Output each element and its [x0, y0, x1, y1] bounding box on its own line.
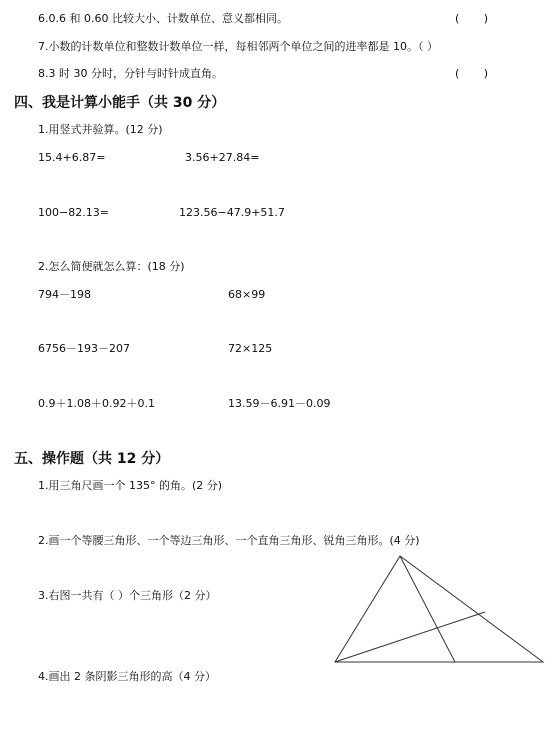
simplify-item-6: 13.59－6.91－0.09 [228, 397, 331, 410]
calc-item-3: 100−82.13= [38, 206, 109, 219]
section-4-title: 四、我是计算小能手（共 30 分） [14, 95, 226, 111]
calc-item-4: 123.56−47.9+51.7 [179, 206, 285, 219]
section-4-q1-title: 1.用竖式并验算。(12 分) [38, 123, 163, 136]
calc-item-1: 15.4+6.87= [38, 151, 106, 164]
section-5-title: 五、操作题（共 12 分） [14, 451, 170, 467]
section-5-q2: 2.画一个等腰三角形、一个等边三角形、一个直角三角形、锐角三角形。(4 分) [38, 534, 420, 547]
section-5-q4: 4.画出 2 条阴影三角形的高（4 分） [38, 670, 216, 683]
simplify-item-2: 68×99 [228, 288, 266, 301]
section-5-q1: 1.用三角尺画一个 135° 的角。(2 分) [38, 479, 223, 492]
simplify-item-1: 794－198 [38, 288, 91, 301]
section-4-q2-title: 2.怎么简便就怎么算：(18 分) [38, 260, 185, 273]
section-5-q3: 3.右图一共有（ ）个三角形（2 分） [38, 589, 217, 602]
judge-question-6: 6.0.6 和 0.60 比较大小、计数单位、意义都相同。 [38, 12, 288, 25]
simplify-item-5: 0.9＋1.08＋0.92＋0.1 [38, 397, 155, 410]
outer-triangle [335, 556, 543, 662]
judge-question-8: 8.3 时 30 分时，分针与时针成直角。 [38, 67, 223, 80]
calc-item-2: 3.56+27.84= [185, 151, 260, 164]
simplify-item-4: 72×125 [228, 342, 273, 355]
inner-line-3 [335, 612, 485, 662]
judge-question-7: 7.小数的计数单位和整数计数单位一样，每相邻两个单位之间的进率都是 10。（ ） [38, 40, 438, 53]
inner-line-1 [400, 556, 455, 662]
answer-paren-8[interactable]: ( ) [455, 67, 489, 80]
answer-paren-6[interactable]: ( ) [455, 12, 489, 25]
simplify-item-3: 6756－193－207 [38, 342, 130, 355]
